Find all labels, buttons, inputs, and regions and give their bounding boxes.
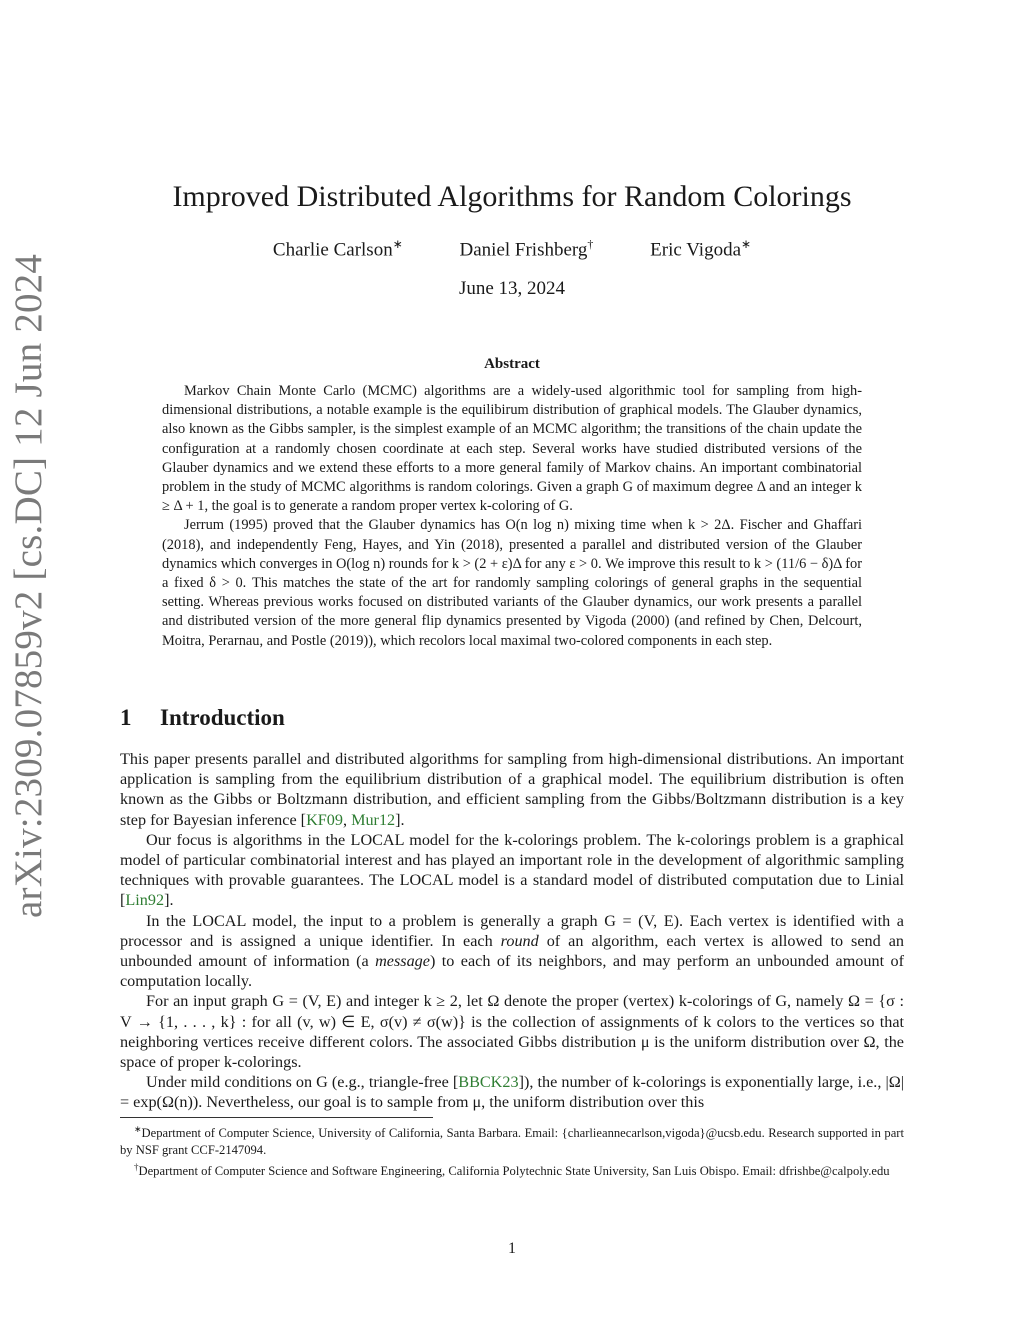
footnote-divider	[120, 1117, 433, 1118]
footnotes	[120, 1121, 904, 1180]
citation-link[interactable]: BBCK23	[458, 1073, 519, 1092]
emphasis: round	[500, 931, 539, 950]
text-run: Our focus is algorithms in the LOCAL model for the k-colorings problem. The k-colorings problem is a graphical model of particular combinatorial interest and has played an important role in the development of algorithmic sampling techniques with provable guarantees. The LOCAL model is a standard model of distributed computation due to Linial [	[120, 830, 904, 910]
body-paragraph	[120, 911, 904, 992]
affiliation-mark: †	[587, 237, 594, 251]
abstract-heading: Abstract	[484, 356, 540, 372]
body-text	[120, 749, 904, 1113]
author-list	[0, 237, 1024, 261]
author	[460, 237, 594, 261]
footnote-mark: ∗	[134, 1124, 142, 1134]
text-run: In the LOCAL model, the input to a problem is generally a graph G = (V, E). Each vertex is identified with a processor and is assigned a unique identifier. In each	[120, 911, 904, 950]
emphasis: message	[375, 952, 430, 971]
citation-link[interactable]: Mur12	[351, 810, 396, 829]
text-run: This paper presents parallel and distributed algorithms for sampling from high-dimensional distributions. An important application is sampling from the equilibrium distribution of a graphical model. The equilibrium distribution is often known as the Gibbs or Boltzmann distribution, and efficient sampling from the Gibbs/Boltzmann distribution is a key step for Bayesian inference [	[120, 750, 904, 829]
page-number: 1	[508, 1240, 516, 1257]
abstract	[162, 382, 862, 651]
author	[650, 237, 751, 261]
text-run: ,	[342, 810, 352, 829]
affiliation-mark: ∗	[741, 237, 752, 251]
body-paragraph	[120, 1072, 904, 1112]
arxiv-identifier-stamp: arXiv:2309.07859v2 [cs.DC] 12 Jun 2024	[7, 253, 50, 918]
text-run: ) to each of its neighbors, and may perform an unbounded amount of computation locally.	[120, 952, 904, 991]
section-title: Introduction	[160, 705, 285, 730]
paper-title: Improved Distributed Algorithms for Random Colorings	[172, 180, 852, 213]
abstract-paragraph: Jerrum (1995) proved that the Glauber dynamics has O(n log n) mixing time when k > 2Δ. Fischer and Ghaffari (2018), and independently Feng, Hayes, and Yin (2018), presented a parallel and distributed version of the Glauber dynamics which converges in O(log n) rounds for k > (2 + ε)Δ for any ε > 0. We improve this result to k > (11/6 − δ)Δ for a fixed δ > 0. This matches the state of the art for randomly sampling colorings of general graphs in the sequential setting. Whereas previous works focused on distributed variants of the Glauber dynamics, our work presents a parallel and distributed version of the more general flip dynamics presented by Vigoda (2000) (and refined by Chen, Delcourt, Moitra, Perarnau, and Postle (2019)), which recolors local maximal two-colored components in each step.	[162, 517, 862, 649]
footnote	[120, 1121, 904, 1159]
text-run: of an algorithm, each vertex is allowed to send an unbounded amount of information (a	[120, 931, 904, 971]
footnote-text: Department of Computer Science, University of California, Santa Barbara. Email: {charlieannecarlson,vigoda}@ucsb.edu. Research supported in part by NSF grant CCF-2147094.	[120, 1126, 904, 1158]
author	[273, 237, 403, 261]
author-name: Charlie Carlson	[272, 239, 393, 261]
affiliation-mark: ∗	[392, 237, 403, 251]
publication-date: June 13, 2024	[458, 278, 566, 299]
footnote	[120, 1159, 904, 1180]
section-number: 1	[120, 705, 132, 730]
text-run: ].	[395, 810, 405, 829]
text-run: ]), the number of k-colorings is exponentially large, i.e., |Ω| = exp(Ω(n)). Nevertheless, our goal is to sample from μ, the uniform distribution over this	[120, 1073, 904, 1112]
text-run: Under mild conditions on G (e.g., triangle-free [	[146, 1073, 459, 1092]
body-paragraph	[120, 830, 904, 911]
text-run: ].	[164, 891, 174, 910]
author-name: Daniel Frishberg	[459, 239, 588, 261]
body-paragraph	[120, 749, 904, 830]
body-paragraph: For an input graph G = (V, E) and integer k ≥ 2, let Ω denote the proper (vertex) k-colorings of G, namely Ω = {σ : V → {1, . . . , k} : for all (v, w) ∈ E, σ(v) ≠ σ(w)} is the collection of assignments of k colors to the vertices so that neighboring vertices receive different colors. The associated Gibbs distribution μ is the uniform distribution over Ω, the space of proper k-colorings.	[120, 992, 904, 1072]
abstract-paragraph: Markov Chain Monte Carlo (MCMC) algorithms are a widely-used algorithmic tool for sampling from high-dimensional distributions, a notable example is the equilibirum distribution of graphical models. The Glauber dynamics, also known as the Gibbs sampler, is the simplest example of an MCMC algorithm; the transitions of the chain update the configuration at a randomly chosen coordinate at each step. Several works have studied distributed versions of the Glauber dynamics and we extend these efforts to a more general family of Markov chains. An important combinatorial problem in the study of MCMC algorithms is random colorings. Given a graph G of maximum degree Δ and an integer k ≥ Δ + 1, the goal is to generate a random proper vertex k-coloring of G.	[162, 383, 862, 515]
author-name: Eric Vigoda	[650, 239, 741, 261]
citation-link[interactable]: KF09	[306, 810, 343, 829]
citation-link[interactable]: Lin92	[125, 891, 165, 910]
footnote-mark: †	[134, 1162, 139, 1173]
section-heading	[120, 705, 285, 731]
footnote-text: Department of Computer Science and Software Engineering, California Polytechnic State University, San Luis Obispo. Email: dfrishbe@calpoly.edu	[138, 1164, 890, 1179]
